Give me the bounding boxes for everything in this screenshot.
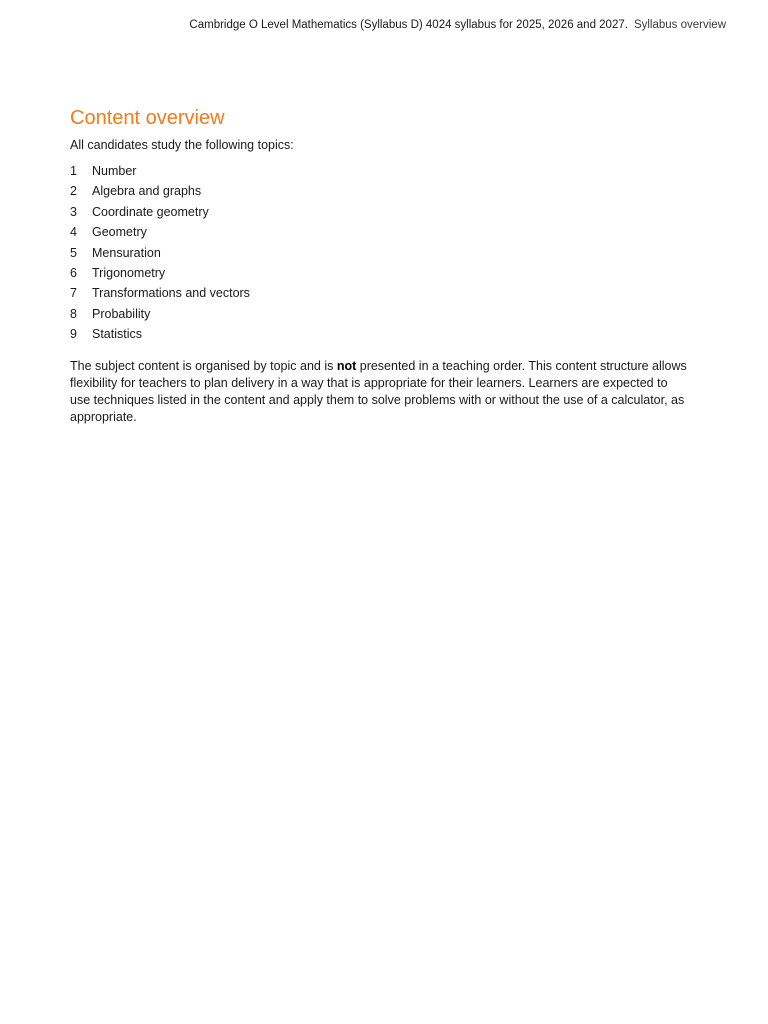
list-item-label: Mensuration (92, 245, 161, 260)
content-section (70, 105, 690, 426)
list-item (70, 243, 690, 263)
list-item-number: 4 (70, 225, 77, 240)
list-item-label: Coordinate geometry (92, 204, 209, 219)
list-item-number: 5 (70, 245, 77, 260)
list-item-number: 2 (70, 184, 77, 199)
list-item (70, 283, 690, 303)
document-title: Cambridge O Level Mathematics (Syllabus D) 4024 syllabus for 2025, 2026 and 2027. (189, 19, 628, 31)
list-item-label: Statistics (92, 327, 143, 342)
list-item-number: 8 (70, 306, 77, 321)
section-name: Syllabus overview (633, 19, 726, 31)
intro-text: All candidates study the following topics: (70, 138, 294, 152)
list-item-label: Algebra and graphs (92, 184, 202, 199)
list-item (70, 263, 690, 283)
body-paragraph (70, 358, 690, 426)
list-item-number: 7 (70, 286, 77, 301)
list-item (70, 304, 690, 324)
list-item-label: Number (92, 164, 137, 178)
list-item-label: Transformations and vectors (92, 286, 250, 301)
list-item (70, 222, 690, 242)
list-item-label: Geometry (92, 225, 147, 240)
list-item (70, 181, 690, 201)
list-item-number: 9 (70, 327, 77, 342)
topic-list (70, 161, 690, 345)
section-title: Content overview (70, 107, 225, 129)
list-item-label: Probability (92, 306, 151, 321)
list-item-label: Trigonometry (92, 265, 166, 280)
list-item-number: 3 (70, 204, 77, 219)
running-header (189, 19, 726, 31)
list-item (70, 202, 690, 222)
list-item (70, 324, 690, 344)
emphasis-not: not (336, 358, 357, 373)
list-item-number: 1 (70, 164, 77, 178)
list-item-number: 6 (70, 265, 77, 280)
paragraph-text-start: The subject content is organised by topic and is (70, 358, 337, 373)
paragraph-text-end: presented in a teaching order. This content structure allows flexibility for teachers to plan delivery in a way that is appropriate for their learners. Learners are expected to use techniques listed in the content and apply them to solve problems with or without the use of a calculator, as appropriate. (70, 358, 687, 424)
list-item (70, 161, 690, 181)
